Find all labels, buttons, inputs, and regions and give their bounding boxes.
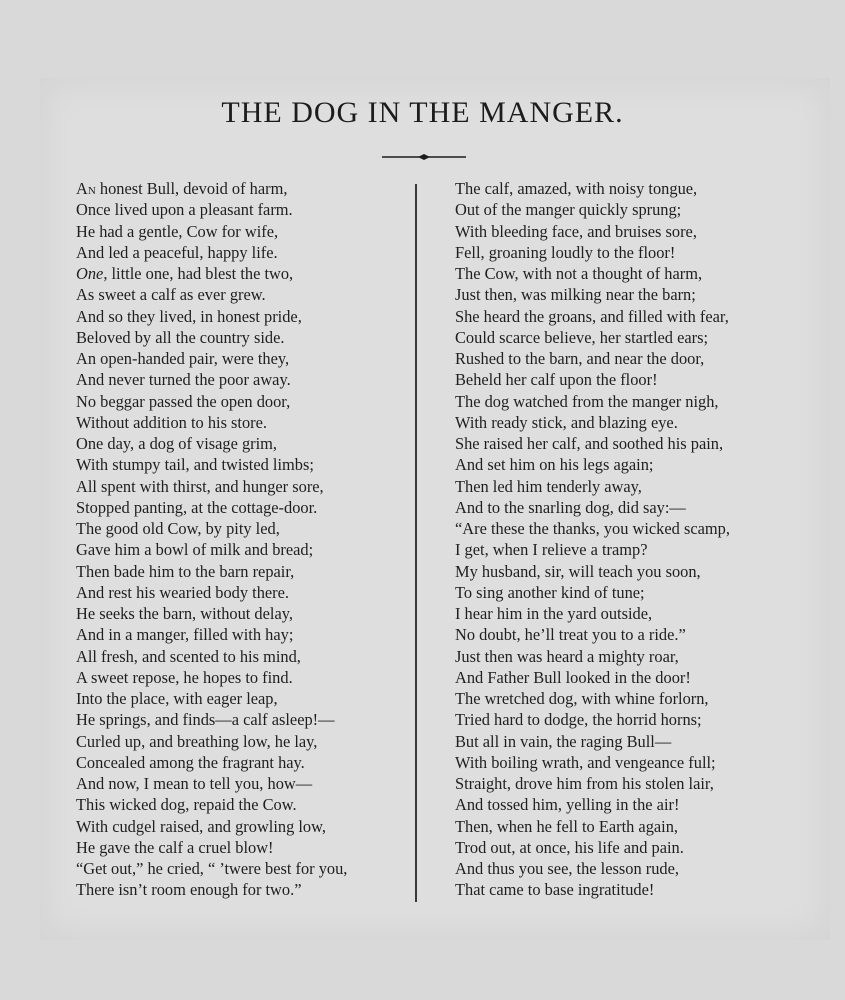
poem-line	[76, 476, 406, 497]
poem-line-text: And Father Bull looked in the door!	[455, 667, 691, 687]
poem-line	[455, 391, 825, 412]
poem-line	[76, 306, 406, 327]
right-column	[455, 178, 825, 901]
poem-line-text: Concealed among the fragrant hay.	[76, 752, 305, 772]
poem-line	[76, 242, 406, 263]
poem-line	[455, 858, 825, 879]
poem-line-text: This wicked dog, repaid the Cow.	[76, 795, 297, 815]
poem-line	[76, 178, 406, 199]
poem-line-text: That came to base ingratitude!	[455, 880, 655, 900]
poem-line	[76, 348, 406, 369]
poem-line-text: And in a manger, filled with hay;	[76, 625, 294, 645]
poem-line-text: And so they lived, in honest pride,	[76, 306, 302, 326]
poem-line	[455, 582, 825, 603]
poem-line-text: With stumpy tail, and twisted limbs;	[76, 455, 314, 475]
poem-line-text: , little one, had blest the two,	[103, 264, 294, 283]
poem-line	[455, 816, 825, 837]
poem-line	[455, 667, 825, 688]
poem-line-text: He springs, and finds—a calf asleep!—	[76, 710, 335, 730]
poem-line-text: And never turned the poor away.	[76, 370, 291, 390]
column-divider	[415, 184, 417, 902]
poem-line-text: And led a peaceful, happy life.	[76, 242, 278, 262]
poem-line	[76, 327, 406, 348]
poem-line-text: She raised her calf, and soothed his pain,	[455, 434, 724, 453]
poem-line	[455, 624, 825, 645]
poem-line-text: And to the snarling dog, did say:—	[455, 497, 686, 517]
poem-line-text: With ready stick, and blazing eye.	[455, 412, 678, 432]
poem-line-text: An open-handed pair, were they,	[76, 349, 290, 368]
poem-line	[76, 582, 406, 603]
poem-line	[76, 752, 406, 773]
poem-line	[455, 688, 825, 709]
poem-line	[76, 263, 406, 284]
poem-line	[76, 837, 406, 858]
poem-line-text: And now, I mean to tell you, how—	[76, 774, 313, 793]
poem-line-text: Then, when he fell to Earth again,	[455, 816, 679, 836]
poem-line-text: No beggar passed the open door,	[76, 391, 291, 411]
poem-line	[455, 518, 825, 539]
poem-line	[76, 624, 406, 645]
poem-line	[76, 221, 406, 242]
poem-line	[455, 539, 825, 560]
poem-line-text: Curled up, and breathing low, he lay,	[76, 731, 318, 751]
poem-line	[455, 433, 825, 454]
poem-line	[455, 327, 825, 348]
poem-line	[76, 731, 406, 752]
poem-line-text: To sing another kind of tune;	[455, 582, 645, 602]
poem-line-text: Could scarce believe, her startled ears;	[455, 327, 709, 347]
poem-line-text: One day, a dog of visage grim,	[76, 434, 278, 453]
poem-line-text: Trod out, at once, his life and pain.	[455, 837, 684, 857]
poem-line-text: And rest his wearied body there.	[76, 582, 290, 602]
drop-word: An	[76, 179, 100, 198]
poem-line-text: Just then was heard a mighty roar,	[455, 646, 679, 666]
poem-line	[455, 794, 825, 815]
poem-line	[76, 603, 406, 624]
poem-line	[76, 199, 406, 220]
poem-line	[76, 709, 406, 730]
poem-line	[76, 412, 406, 433]
poem-line-text: Once lived upon a pleasant farm.	[76, 200, 293, 220]
title-ornament-divider	[382, 152, 466, 162]
poem-line	[76, 454, 406, 475]
poem-line-text: He had a gentle, Cow for wife,	[76, 221, 279, 241]
poem-line	[455, 731, 825, 752]
poem-line	[76, 391, 406, 412]
poem-line-text: She heard the groans, and filled with fear,	[455, 306, 729, 326]
poem-line	[76, 369, 406, 390]
poem-line-text: Beheld her calf upon the floor!	[455, 370, 658, 390]
poem-line-text: With boiling wrath, and vengeance full;	[455, 752, 716, 772]
poem-line-text: The dog watched from the manger nigh,	[455, 391, 719, 411]
poem-line-text: Beloved by all the country side.	[76, 327, 285, 347]
poem-line	[455, 497, 825, 518]
poem-line-text: Into the place, with eager leap,	[76, 689, 278, 708]
poem-line	[76, 284, 406, 305]
poem-line-text: The Cow, with not a thought of harm,	[455, 264, 703, 283]
poem-line	[455, 752, 825, 773]
poem-line	[455, 879, 825, 900]
poem-line-text: Then bade him to the barn repair,	[76, 561, 295, 581]
poem-line	[76, 816, 406, 837]
poem-line	[76, 433, 406, 454]
poem-line	[76, 773, 406, 794]
poem-line-text: Tried hard to dodge, the horrid horns;	[455, 710, 702, 730]
poem-line-text: I get, when I relieve a tramp?	[455, 540, 648, 560]
poem-line-text: Without addition to his store.	[76, 412, 268, 432]
poem-line-text: A sweet repose, he hopes to find.	[76, 667, 293, 687]
italic-word: One	[76, 264, 104, 283]
poem-line-text: And set him on his legs again;	[455, 455, 654, 475]
poem-line	[76, 497, 406, 518]
poem-line-text: No doubt, he’ll treat you to a ride.”	[455, 625, 686, 645]
poem-line	[455, 199, 825, 220]
poem-line-text: Straight, drove him from his stolen lair,	[455, 774, 714, 793]
poem-line	[455, 561, 825, 582]
poem-line	[455, 369, 825, 390]
poem-line-text: Gave him a bowl of milk and bread;	[76, 540, 314, 560]
poem-line-text: All fresh, and scented to his mind,	[76, 646, 301, 666]
poem-line-text: There isn’t room enough for two.”	[76, 880, 302, 900]
poem-line	[455, 709, 825, 730]
poem-line-text: Then led him tenderly away,	[455, 476, 642, 496]
poem-line-text: honest Bull, devoid of harm,	[99, 179, 288, 198]
poem-line-text: And tossed him, yelling in the air!	[455, 795, 680, 815]
poem-line	[455, 306, 825, 327]
poem-line	[455, 178, 825, 199]
poem-line	[455, 284, 825, 305]
poem-line	[76, 794, 406, 815]
poem-line	[455, 263, 825, 284]
poem-line-text: “Get out,” he cried, “ ’twere best for you,	[76, 859, 348, 878]
poem-line	[455, 646, 825, 667]
poem-line-text: The wretched dog, with whine forlorn,	[455, 689, 709, 708]
poem-line	[455, 773, 825, 794]
poem-line	[455, 837, 825, 858]
poem-line-text: As sweet a calf as ever grew.	[76, 285, 266, 305]
poem-line	[76, 646, 406, 667]
left-column	[76, 178, 406, 901]
poem-line	[76, 688, 406, 709]
poem-title: THE DOG IN THE MANGER.	[221, 96, 624, 129]
poem-line-text: With cudgel raised, and growling low,	[76, 816, 326, 836]
poem-line-text: He seeks the barn, without delay,	[76, 604, 293, 623]
poem-line	[76, 667, 406, 688]
poem-line-text: Out of the manger quickly sprung;	[455, 200, 682, 220]
poem-line	[455, 412, 825, 433]
poem-line	[455, 242, 825, 263]
poem-line	[455, 348, 825, 369]
poem-line-text: All spent with thirst, and hunger sore,	[76, 476, 324, 496]
poem-line-text: And thus you see, the lesson rude,	[455, 859, 679, 878]
poem-line	[76, 879, 406, 900]
poem-line-text: Stopped panting, at the cottage-door.	[76, 497, 318, 517]
poem-line-text: But all in vain, the raging Bull—	[455, 731, 672, 751]
poem-line-text: The calf, amazed, with noisy tongue,	[455, 179, 698, 198]
poem-line-text: Just then, was milking near the barn;	[455, 285, 696, 305]
poem-line-text: The good old Cow, by pity led,	[76, 519, 280, 538]
poem-line	[76, 539, 406, 560]
poem-line-text: “Are these the thanks, you wicked scamp,	[455, 519, 730, 538]
poem-line-text: He gave the calf a cruel blow!	[76, 837, 274, 857]
poem-line	[76, 858, 406, 879]
poem-line	[455, 454, 825, 475]
poem-line	[76, 561, 406, 582]
poem-line-text: My husband, sir, will teach you soon,	[455, 561, 701, 581]
poem-line	[455, 476, 825, 497]
poem-line	[455, 603, 825, 624]
poem-line	[455, 221, 825, 242]
poem-line-text: Rushed to the barn, and near the door,	[455, 349, 705, 368]
poem-line-text: With bleeding face, and bruises sore,	[455, 221, 697, 241]
poem-line-text: I hear him in the yard outside,	[455, 604, 653, 623]
poem-line-text: Fell, groaning loudly to the floor!	[455, 242, 676, 262]
poem-line	[76, 518, 406, 539]
